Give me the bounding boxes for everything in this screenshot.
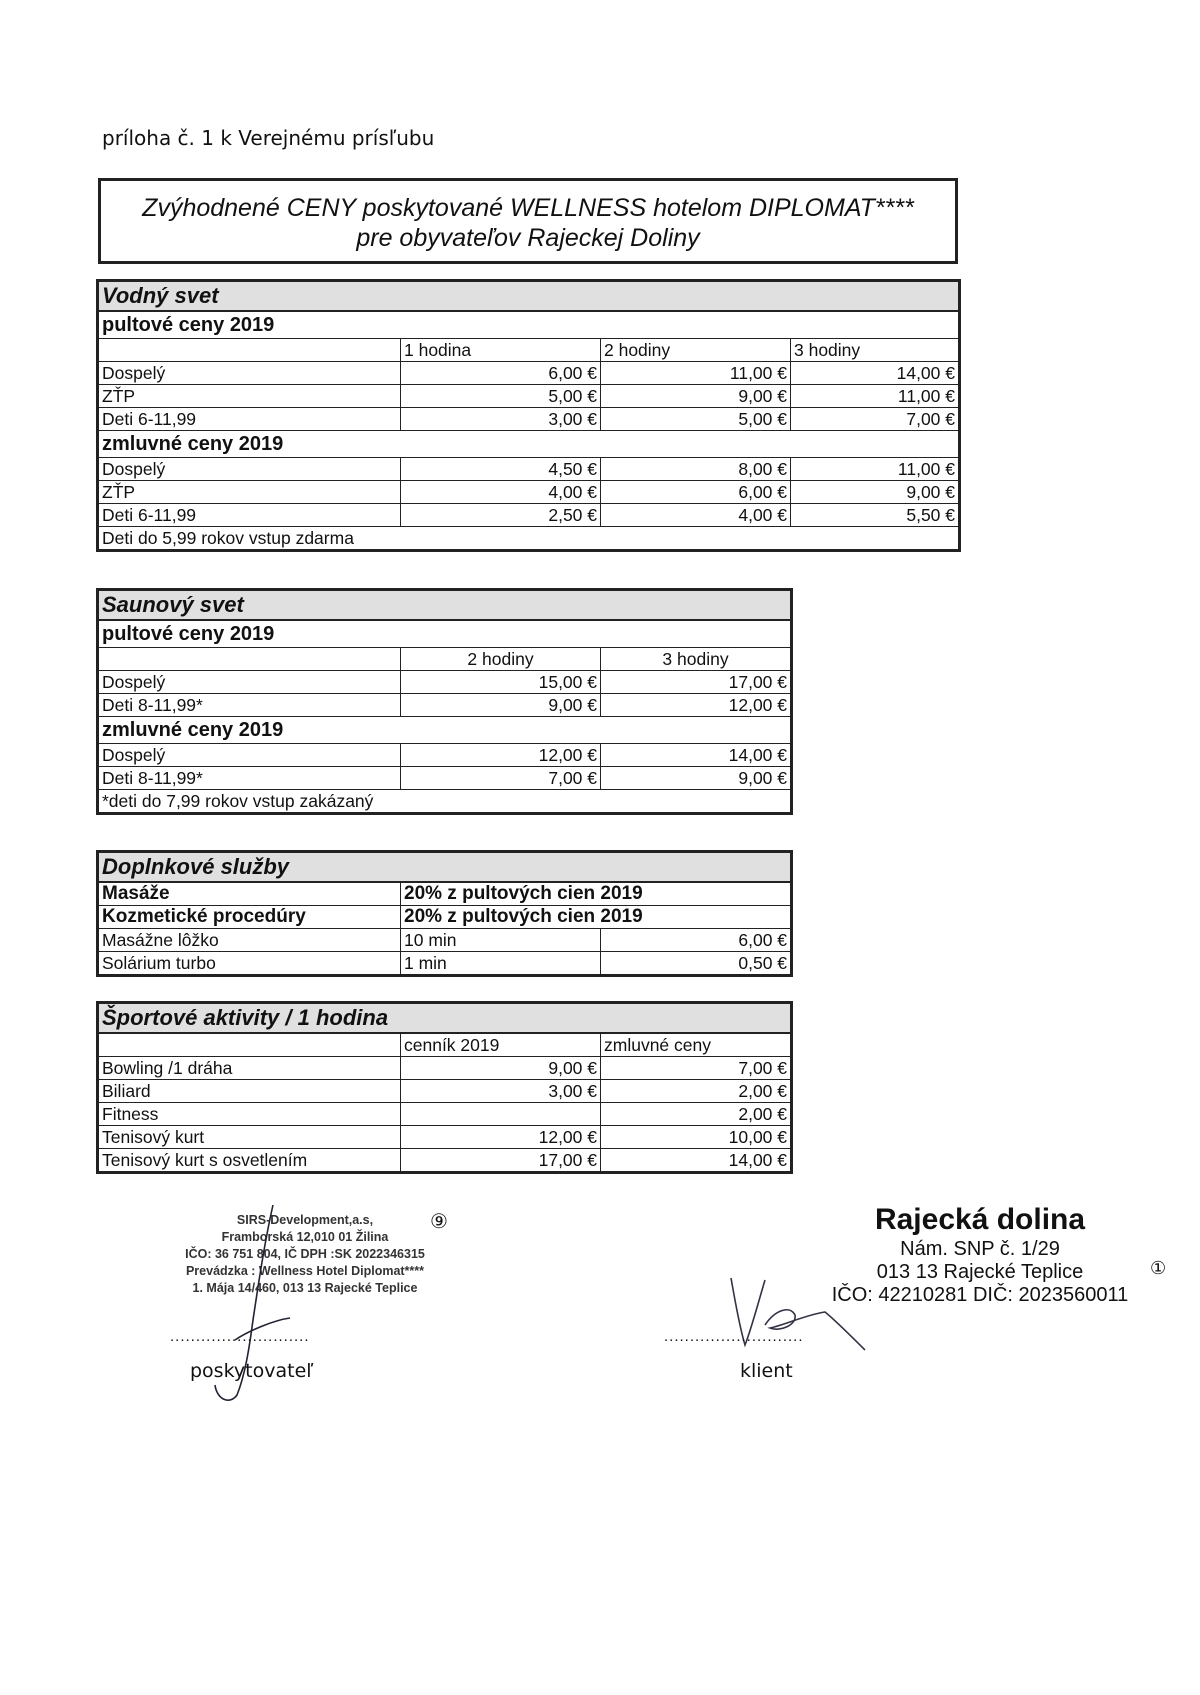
row-label: Tenisový kurt s osvetlením: [99, 1149, 401, 1172]
table-row: [99, 362, 959, 385]
table-row: [99, 671, 791, 694]
price-cell: 14,00 €: [791, 362, 959, 385]
client-signature-line: ...........................: [664, 1328, 804, 1345]
empty-cell: [99, 648, 401, 671]
price-cell: 7,00 €: [791, 408, 959, 431]
subheading: pultové ceny 2019: [99, 311, 959, 339]
row-label: Dospelý: [99, 671, 401, 694]
title-line-1: Zvýhodnené CENY poskytované WELLNESS hotelom DIPLOMAT****: [142, 194, 914, 222]
table-row: [99, 929, 791, 952]
row-label: Solárium turbo: [99, 952, 401, 975]
client-label: klient: [740, 1360, 793, 1382]
stamp-line: IČO: 36 751 804, IČ DPH :SK 2022346315: [185, 1247, 425, 1261]
price-cell: 5,00 €: [401, 385, 601, 408]
row-label: ZŤP: [99, 385, 401, 408]
column-header: zmluvné ceny: [601, 1033, 791, 1057]
price-cell: [401, 1103, 601, 1126]
price-cell: 9,00 €: [601, 385, 791, 408]
row-label: Deti 8-11,99*: [99, 767, 401, 790]
price-cell: 15,00 €: [401, 671, 601, 694]
row-label: Dospelý: [99, 362, 401, 385]
subheading: zmluvné ceny 2019: [99, 431, 959, 458]
attachment-header: príloha č. 1 k Verejnému prísľubu: [102, 126, 435, 150]
price-cell: 6,00 €: [601, 929, 791, 952]
price-cell: 5,00 €: [601, 408, 791, 431]
section-heading: Vodný svet: [99, 282, 959, 312]
row-label: Masáže: [99, 882, 401, 906]
vodny-svet-table: [98, 281, 959, 550]
client-signature: [725, 1270, 875, 1360]
price-cell: 9,00 €: [791, 481, 959, 504]
row-label: Dospelý: [99, 744, 401, 767]
stamp-line: Nám. SNP č. 1/29: [900, 1238, 1060, 1260]
price-cell: 6,00 €: [601, 481, 791, 504]
saunovy-svet-table: [98, 590, 791, 813]
empty-cell: [99, 339, 401, 362]
table-row: [99, 408, 959, 431]
doplnkove-sluzby-table: [98, 852, 791, 975]
table-row: [99, 1057, 791, 1080]
row-label: ZŤP: [99, 481, 401, 504]
row-label: Fitness: [99, 1103, 401, 1126]
row-label: Dospelý: [99, 458, 401, 481]
column-header: 2 hodiny: [601, 339, 791, 362]
unit-cell: 1 min: [401, 952, 601, 975]
sportove-aktivity-table: [98, 1003, 791, 1172]
column-header: 3 hodiny: [791, 339, 959, 362]
price-cell: 9,00 €: [601, 767, 791, 790]
column-header: 3 hodiny: [601, 648, 791, 671]
discount-cell: 20% z pultových cien 2019: [401, 882, 791, 906]
title-line-2: pre obyvateľov Rajeckej Doliny: [356, 224, 700, 252]
price-cell: 6,00 €: [401, 362, 601, 385]
price-cell: 7,00 €: [401, 767, 601, 790]
table-row: [99, 744, 791, 767]
provider-mark: ⑨: [430, 1209, 448, 1233]
price-cell: 2,00 €: [601, 1103, 791, 1126]
table-row: [99, 1149, 791, 1172]
price-cell: 14,00 €: [601, 744, 791, 767]
table-row: [99, 385, 959, 408]
provider-label: poskytovateľ: [190, 1360, 314, 1382]
price-cell: 3,00 €: [401, 408, 601, 431]
price-cell: 12,00 €: [601, 694, 791, 717]
stamp-line: Framborská 12,010 01 Žilina: [221, 1230, 389, 1244]
table-row: [99, 694, 791, 717]
table-row: [99, 906, 791, 929]
column-header: 2 hodiny: [401, 648, 601, 671]
table-row: [99, 1080, 791, 1103]
table-row: [99, 952, 791, 975]
price-cell: 4,50 €: [401, 458, 601, 481]
row-label: Deti 6-11,99: [99, 408, 401, 431]
price-cell: 14,00 €: [601, 1149, 791, 1172]
table-row: [99, 882, 791, 906]
column-header: 1 hodina: [401, 339, 601, 362]
table-row: [99, 1126, 791, 1149]
price-cell: 12,00 €: [401, 744, 601, 767]
price-cell: 3,00 €: [401, 1080, 601, 1103]
price-cell: 9,00 €: [401, 694, 601, 717]
table-row: [99, 767, 791, 790]
price-cell: 12,00 €: [401, 1126, 601, 1149]
price-cell: 8,00 €: [601, 458, 791, 481]
client-stamp-title: Rajecká dolina: [874, 1203, 1086, 1236]
table-row: [99, 481, 959, 504]
table-row: [99, 504, 959, 527]
table-row: [99, 1103, 791, 1126]
title-box: [98, 178, 958, 264]
empty-cell: [99, 1033, 401, 1057]
client-mark: ①: [1150, 1258, 1167, 1279]
column-header: cenník 2019: [401, 1033, 601, 1057]
price-cell: 9,00 €: [401, 1057, 601, 1080]
row-label: Kozmetické procedúry: [99, 906, 401, 929]
section-heading: Saunový svet: [99, 591, 791, 621]
price-cell: 2,00 €: [601, 1080, 791, 1103]
subheading: pultové ceny 2019: [99, 620, 791, 648]
row-label: Bowling /1 dráha: [99, 1057, 401, 1080]
price-cell: 11,00 €: [791, 458, 959, 481]
stamp-line: 013 13 Rajecké Teplice: [876, 1261, 1084, 1283]
note: Deti do 5,99 rokov vstup zdarma: [99, 527, 959, 550]
price-cell: 4,00 €: [601, 504, 791, 527]
price-cell: 10,00 €: [601, 1126, 791, 1149]
row-label: Biliard: [99, 1080, 401, 1103]
provider-signature-line: ...........................: [170, 1328, 310, 1345]
stamp-line: IČO: 42210281 DIČ: 2023560011: [831, 1284, 1129, 1306]
price-cell: 2,50 €: [401, 504, 601, 527]
row-label: Deti 6-11,99: [99, 504, 401, 527]
stamp-line: 1. Mája 14/460, 013 13 Rajecké Teplice: [192, 1281, 418, 1295]
section-heading: Športové aktivity / 1 hodina: [99, 1004, 791, 1034]
price-cell: 5,50 €: [791, 504, 959, 527]
section-heading: Doplnkové služby: [99, 853, 791, 883]
discount-cell: 20% z pultových cien 2019: [401, 906, 791, 929]
row-label: Masážne lôžko: [99, 929, 401, 952]
price-cell: 11,00 €: [601, 362, 791, 385]
stamp-line: Prevádzka : Wellness Hotel Diplomat****: [185, 1264, 425, 1278]
price-cell: 17,00 €: [601, 671, 791, 694]
subheading: zmluvné ceny 2019: [99, 717, 791, 744]
price-cell: 4,00 €: [401, 481, 601, 504]
stamp-line: SIRS-Development,a.s,: [236, 1213, 374, 1227]
price-cell: 7,00 €: [601, 1057, 791, 1080]
note: *deti do 7,99 rokov vstup zakázaný: [99, 790, 791, 813]
row-label: Tenisový kurt: [99, 1126, 401, 1149]
table-row: [99, 458, 959, 481]
price-cell: 17,00 €: [401, 1149, 601, 1172]
unit-cell: 10 min: [401, 929, 601, 952]
price-cell: 11,00 €: [791, 385, 959, 408]
price-cell: 0,50 €: [601, 952, 791, 975]
row-label: Deti 8-11,99*: [99, 694, 401, 717]
